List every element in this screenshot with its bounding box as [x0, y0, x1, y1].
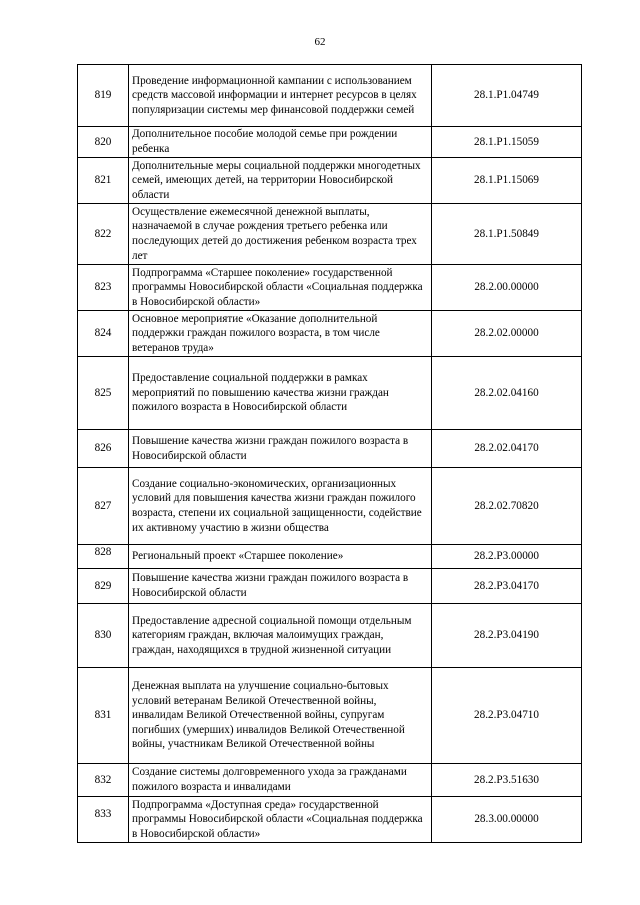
- row-code-cell: 28.1.P1.04749: [432, 65, 582, 127]
- table-row: [78, 158, 582, 204]
- row-name-cell: Проведение информационной кампании с использованием средств массовой информации и интернет ресурсов в целях популяризации системы мер финансовой поддержки семей: [129, 65, 432, 127]
- row-code-cell: 28.2.P3.00000: [432, 545, 582, 569]
- row-number-cell: 833: [78, 797, 129, 843]
- table-row: [78, 204, 582, 265]
- row-code-cell: 28.2.00.00000: [432, 265, 582, 311]
- table-row: [78, 797, 582, 843]
- table-row: [78, 604, 582, 668]
- row-code-cell: 28.3.00.00000: [432, 797, 582, 843]
- row-name-cell: Основное мероприятие «Оказание дополнительной поддержки граждан пожилого возраста, в том числе ветеранов труда»: [129, 311, 432, 357]
- row-number-cell: 824: [78, 311, 129, 357]
- row-name-cell: Повышение качества жизни граждан пожилого возраста в Новосибирской области: [129, 569, 432, 604]
- row-number-cell: 830: [78, 604, 129, 668]
- row-code-cell: 28.2.P3.04190: [432, 604, 582, 668]
- row-number-cell: 823: [78, 265, 129, 311]
- row-name-cell: Подпрограмма «Старшее поколение» государственной программы Новосибирской области «Социальная поддержка в Новосибирской области»: [129, 265, 432, 311]
- row-number-cell: 820: [78, 127, 129, 158]
- row-code-cell: 28.1.P1.15059: [432, 127, 582, 158]
- row-code-cell: 28.2.02.70820: [432, 468, 582, 545]
- row-code-cell: 28.1.P1.15069: [432, 158, 582, 204]
- row-number-cell: 827: [78, 468, 129, 545]
- table-row: [78, 311, 582, 357]
- row-number-cell: 828: [78, 545, 129, 569]
- page-number: 62: [314, 36, 326, 48]
- row-number-cell: 821: [78, 158, 129, 204]
- row-code-cell: 28.2.02.04160: [432, 357, 582, 430]
- row-code-cell: 28.2.P3.04170: [432, 569, 582, 604]
- table-row: [78, 668, 582, 764]
- row-name-cell: Создание системы долговременного ухода за гражданами пожилого возраста и инвалидами: [129, 764, 432, 797]
- row-number-cell: 819: [78, 65, 129, 127]
- table-row: [78, 265, 582, 311]
- table-row: [78, 569, 582, 604]
- row-name-cell: Повышение качества жизни граждан пожилого возраста в Новосибирской области: [129, 430, 432, 468]
- row-number-cell: 825: [78, 357, 129, 430]
- row-code-cell: 28.2.02.00000: [432, 311, 582, 357]
- table-row: [78, 127, 582, 158]
- table-row: [78, 764, 582, 797]
- row-number-cell: 822: [78, 204, 129, 265]
- row-number-cell: 829: [78, 569, 129, 604]
- row-number-cell: 831: [78, 668, 129, 764]
- row-name-cell: Осуществление ежемесячной денежной выплаты, назначаемой в случае рождения третьего ребенка или последующих детей до достижения ребенком возраста трех лет: [129, 204, 432, 265]
- table-row: [78, 545, 582, 569]
- row-name-cell: Предоставление адресной социальной помощи отдельным категориям граждан, включая малоимущих граждан, граждан, находящихся в трудной жизненной ситуации: [129, 604, 432, 668]
- row-code-cell: 28.2.02.04170: [432, 430, 582, 468]
- budget-classification-table: [77, 64, 582, 843]
- row-name-cell: Создание социально-экономических, организационных условий для повышения качества жизни граждан пожилого возраста, степени их социальной защищенности, содействие их активному участию в жизни общества: [129, 468, 432, 545]
- table-row: [78, 468, 582, 545]
- table-row: [78, 65, 582, 127]
- row-name-cell: Региональный проект «Старшее поколение»: [129, 545, 432, 569]
- row-code-cell: 28.2.P3.51630: [432, 764, 582, 797]
- row-code-cell: 28.2.P3.04710: [432, 668, 582, 764]
- table-row: [78, 357, 582, 430]
- row-name-cell: Дополнительные меры социальной поддержки многодетных семей, имеющих детей, на территории Новосибирской области: [129, 158, 432, 204]
- table-row: [78, 430, 582, 468]
- row-number-cell: 826: [78, 430, 129, 468]
- row-name-cell: Предоставление социальной поддержки в рамках мероприятий по повышению качества жизни граждан пожилого возраста в Новосибирской области: [129, 357, 432, 430]
- row-number-cell: 832: [78, 764, 129, 797]
- row-name-cell: Денежная выплата на улучшение социально-бытовых условий ветеранам Великой Отечественной войны, инвалидам Великой Отечественной войны, супругам погибших (умерших) инвалидов Великой Отечественной войны, участникам Великой Отечественной войны: [129, 668, 432, 764]
- row-name-cell: Дополнительное пособие молодой семье при рождении ребенка: [129, 127, 432, 158]
- row-code-cell: 28.1.P1.50849: [432, 204, 582, 265]
- row-name-cell: Подпрограмма «Доступная среда» государственной программы Новосибирской области «Социальная поддержка в Новосибирской области»: [129, 797, 432, 843]
